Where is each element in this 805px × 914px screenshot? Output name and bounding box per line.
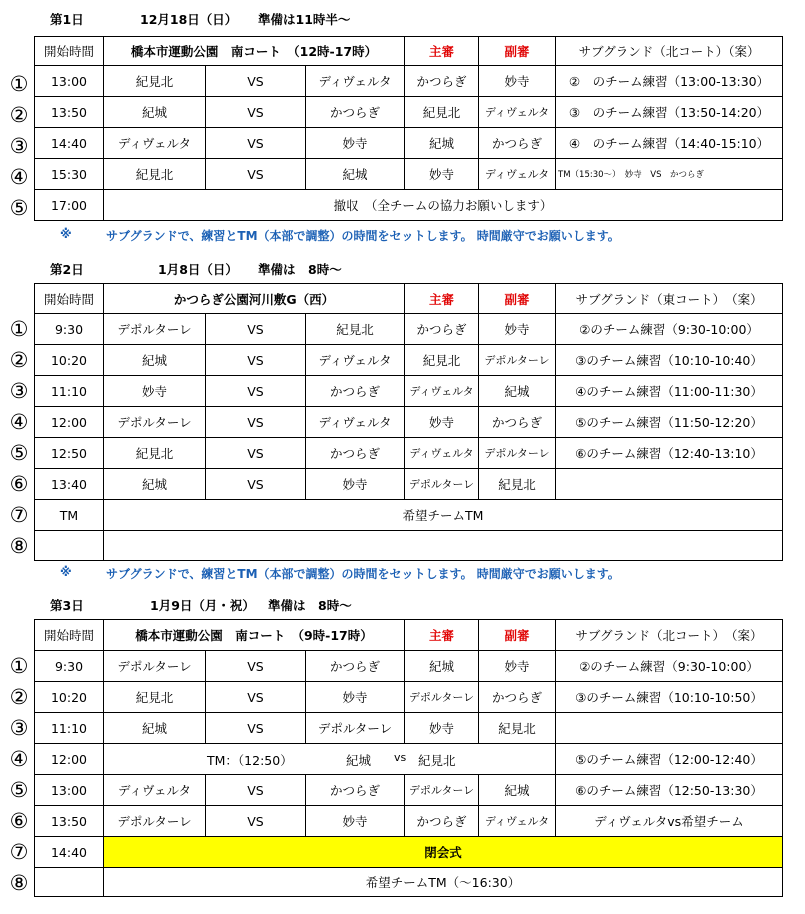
start-time: 14:40 bbox=[35, 128, 104, 159]
row-number: ⑦ bbox=[9, 840, 29, 864]
row-number: ② bbox=[9, 685, 29, 709]
sub-ground-plan: ⑥のチーム練習（12:40-13:10） bbox=[556, 438, 783, 469]
day1-prep: 準備は11時半～ bbox=[258, 12, 351, 27]
row-number: ④ bbox=[9, 165, 29, 189]
assistant-referee: 妙寺 bbox=[479, 651, 556, 682]
start-time: 14:40 bbox=[35, 837, 104, 868]
row-number: ③ bbox=[9, 379, 29, 403]
sub-ground-plan: ②のチーム練習（9:30-10:00） bbox=[556, 314, 783, 345]
match-row bbox=[35, 713, 783, 744]
tm-text: 希望チームTM bbox=[104, 500, 783, 531]
header-chief-referee: 主審 bbox=[405, 37, 479, 66]
start-time: 13:50 bbox=[35, 97, 104, 128]
row-number: ⑦ bbox=[9, 503, 29, 527]
chief-referee: デポルターレ bbox=[405, 775, 479, 806]
away-team: ディヴェルタ bbox=[306, 345, 405, 376]
home-team: 紀見北 bbox=[104, 682, 206, 713]
day1-date: 12月18日（日） bbox=[140, 12, 238, 27]
away-team: 妙寺 bbox=[306, 806, 405, 837]
chief-referee: ディヴェルタ bbox=[405, 438, 479, 469]
vs-label: VS bbox=[206, 159, 306, 190]
day2-note bbox=[60, 564, 760, 582]
tm-team-2: 紀見北 bbox=[418, 753, 456, 768]
tm-match-cell bbox=[104, 744, 556, 775]
final-tm-cell: 希望チームTM（～16:30） bbox=[104, 868, 783, 897]
row-number: ⑤ bbox=[9, 778, 29, 802]
day3-date: 1月9日（月・祝） bbox=[150, 598, 255, 613]
away-team: かつらぎ bbox=[306, 97, 405, 128]
assistant-referee: かつらぎ bbox=[479, 682, 556, 713]
row-number: ⑧ bbox=[9, 534, 29, 558]
header-chief-referee: 主審 bbox=[405, 284, 479, 314]
vs-label: VS bbox=[206, 713, 306, 744]
vs-label: VS bbox=[206, 682, 306, 713]
away-team: かつらぎ bbox=[306, 376, 405, 407]
closing-ceremony-row bbox=[35, 837, 783, 868]
header-venue: 橋本市運動公園 南コート （12時-17時） bbox=[104, 37, 405, 66]
sub-ground-plan: ③ のチーム練習（13:50-14:20） bbox=[556, 97, 783, 128]
chief-referee: 紀見北 bbox=[405, 345, 479, 376]
assistant-referee: かつらぎ bbox=[479, 128, 556, 159]
cleanup-row bbox=[35, 190, 783, 221]
start-time: 12:00 bbox=[35, 744, 104, 775]
sub-ground-plan: ⑤のチーム練習（11:50-12:20） bbox=[556, 407, 783, 438]
sub-ground-plan: ④ のチーム練習（14:40-15:10） bbox=[556, 128, 783, 159]
day3-label: 第3日 bbox=[50, 598, 84, 613]
day2-heading bbox=[0, 258, 400, 278]
header-venue: 橋本市運動公園 南コート （9時-17時） bbox=[104, 620, 405, 651]
start-time: 9:30 bbox=[35, 314, 104, 345]
match-row bbox=[35, 128, 783, 159]
sub-ground-plan bbox=[556, 713, 783, 744]
home-team: ディヴェルタ bbox=[104, 775, 206, 806]
start-time: 11:10 bbox=[35, 376, 104, 407]
sub-ground-plan: ② のチーム練習（13:00-13:30） bbox=[556, 66, 783, 97]
assistant-referee: 妙寺 bbox=[479, 66, 556, 97]
chief-referee: デポルターレ bbox=[405, 469, 479, 500]
header-assistant-referee: 副審 bbox=[479, 620, 556, 651]
row-number: ③ bbox=[9, 134, 29, 158]
header-sub-ground: サブグランド（東コート） （案） bbox=[556, 284, 783, 314]
row-number: ④ bbox=[9, 410, 29, 434]
start-time: 13:00 bbox=[35, 775, 104, 806]
tm-team-1: 紀城 bbox=[346, 753, 372, 768]
sub-ground-plan: ②のチーム練習（9:30-10:00） bbox=[556, 651, 783, 682]
header-assistant-referee: 副審 bbox=[479, 37, 556, 66]
match-row bbox=[35, 682, 783, 713]
home-team: 紀城 bbox=[104, 713, 206, 744]
chief-referee: 紀見北 bbox=[405, 97, 479, 128]
sub-ground-plan: TM（15:30～） 妙寺 VS かつらぎ bbox=[556, 159, 783, 190]
row-number: ① bbox=[9, 317, 29, 341]
day1-label: 第1日 bbox=[50, 12, 84, 27]
row-number: ⑥ bbox=[9, 809, 29, 833]
away-team: 紀見北 bbox=[306, 314, 405, 345]
row-number: ⑤ bbox=[9, 196, 29, 220]
assistant-referee: デポルターレ bbox=[479, 438, 556, 469]
chief-referee: かつらぎ bbox=[405, 314, 479, 345]
chief-referee: 妙寺 bbox=[405, 713, 479, 744]
closing-ceremony-cell: 閉会式 bbox=[104, 837, 783, 868]
away-team: かつらぎ bbox=[306, 651, 405, 682]
vs-label: VS bbox=[206, 651, 306, 682]
start-time: 11:10 bbox=[35, 713, 104, 744]
day2-schedule-table bbox=[34, 283, 783, 561]
match-row bbox=[35, 806, 783, 837]
start-time bbox=[35, 868, 104, 897]
day1-heading bbox=[0, 8, 400, 28]
row-number: ② bbox=[9, 348, 29, 372]
header-start-time: 開始時間 bbox=[35, 37, 104, 66]
home-team: デポルターレ bbox=[104, 806, 206, 837]
match-row bbox=[35, 314, 783, 345]
start-time: 9:30 bbox=[35, 651, 104, 682]
start-time: 17:00 bbox=[35, 190, 104, 221]
away-team: デポルターレ bbox=[306, 713, 405, 744]
assistant-referee: 紀見北 bbox=[479, 713, 556, 744]
start-time: 10:20 bbox=[35, 682, 104, 713]
away-team: 妙寺 bbox=[306, 128, 405, 159]
row-number: ③ bbox=[9, 716, 29, 740]
start-time: 10:20 bbox=[35, 345, 104, 376]
header-assistant-referee: 副審 bbox=[479, 284, 556, 314]
note-text: サブグランドで、練習とTM（本部で調整）の時間をセットします。 時間厳守でお願いします。 bbox=[106, 229, 620, 243]
day1-note bbox=[60, 226, 760, 244]
day2-date: 1月8日（日） bbox=[158, 262, 238, 277]
assistant-referee: ディヴェルタ bbox=[479, 97, 556, 128]
sub-ground-plan: ⑤のチーム練習（12:00-12:40） bbox=[556, 744, 783, 775]
home-team: デポルターレ bbox=[104, 314, 206, 345]
cleanup-text: 撤収 （全チームの協力お願いします） bbox=[104, 190, 783, 221]
vs-label: VS bbox=[206, 469, 306, 500]
vs-label: VS bbox=[206, 376, 306, 407]
chief-referee: 紀城 bbox=[405, 128, 479, 159]
assistant-referee: ディヴェルタ bbox=[479, 159, 556, 190]
row-number: ④ bbox=[9, 747, 29, 771]
assistant-referee: 紀見北 bbox=[479, 469, 556, 500]
match-row bbox=[35, 775, 783, 806]
assistant-referee: 妙寺 bbox=[479, 314, 556, 345]
vs-label: VS bbox=[206, 407, 306, 438]
chief-referee: 妙寺 bbox=[405, 159, 479, 190]
vs-label: VS bbox=[206, 128, 306, 159]
match-row bbox=[35, 159, 783, 190]
match-row bbox=[35, 651, 783, 682]
vs-label: VS bbox=[206, 97, 306, 128]
vs-label: VS bbox=[206, 438, 306, 469]
start-time: 13:50 bbox=[35, 806, 104, 837]
blank-cell bbox=[104, 531, 783, 561]
day2-label: 第2日 bbox=[50, 262, 84, 277]
tm-label: TM：（12:50） bbox=[207, 753, 293, 768]
away-team: 妙寺 bbox=[306, 682, 405, 713]
sub-ground-plan: ③のチーム練習（10:10-10:40） bbox=[556, 345, 783, 376]
header-sub-ground: サブグランド（北コート）（案） bbox=[556, 37, 783, 66]
home-team: 紀城 bbox=[104, 345, 206, 376]
row-number: ⑧ bbox=[9, 871, 29, 895]
vs-label: VS bbox=[206, 345, 306, 376]
sub-ground-plan: ④のチーム練習（11:00-11:30） bbox=[556, 376, 783, 407]
start-time: 12:00 bbox=[35, 407, 104, 438]
sub-ground-plan: ディヴェルタvs希望チーム bbox=[556, 806, 783, 837]
chief-referee: 妙寺 bbox=[405, 407, 479, 438]
tm-row bbox=[35, 500, 783, 531]
header-start-time: 開始時間 bbox=[35, 284, 104, 314]
home-team: 紀城 bbox=[104, 97, 206, 128]
row-number: ② bbox=[9, 103, 29, 127]
vs-label: VS bbox=[206, 314, 306, 345]
day2-prep: 準備は 8時～ bbox=[258, 262, 342, 277]
day3-prep: 準備は 8時～ bbox=[268, 598, 352, 613]
note-mark: ※ bbox=[60, 565, 72, 579]
away-team: ディヴェルタ bbox=[306, 407, 405, 438]
home-team: ディヴェルタ bbox=[104, 128, 206, 159]
vs-label: VS bbox=[206, 66, 306, 97]
vs-label: VS bbox=[206, 775, 306, 806]
vs-label: VS bbox=[206, 806, 306, 837]
header-start-time: 開始時間 bbox=[35, 620, 104, 651]
start-time: TM bbox=[35, 500, 104, 531]
home-team: デポルターレ bbox=[104, 651, 206, 682]
header-sub-ground: サブグランド（北コート） （案） bbox=[556, 620, 783, 651]
row-number: ⑥ bbox=[9, 472, 29, 496]
note-mark: ※ bbox=[60, 227, 72, 241]
row-number: ⑤ bbox=[9, 441, 29, 465]
home-team: 紀見北 bbox=[104, 438, 206, 469]
match-row bbox=[35, 407, 783, 438]
day1-schedule-table bbox=[34, 36, 783, 221]
row-number: ① bbox=[9, 654, 29, 678]
home-team: 紀見北 bbox=[104, 159, 206, 190]
chief-referee: デポルターレ bbox=[405, 682, 479, 713]
final-tm-row bbox=[35, 868, 783, 897]
assistant-referee: デポルターレ bbox=[479, 345, 556, 376]
match-row bbox=[35, 438, 783, 469]
away-team: かつらぎ bbox=[306, 438, 405, 469]
start-time: 13:00 bbox=[35, 66, 104, 97]
assistant-referee: 紀城 bbox=[479, 775, 556, 806]
chief-referee: 紀城 bbox=[405, 651, 479, 682]
header-chief-referee: 主審 bbox=[405, 620, 479, 651]
blank-row bbox=[35, 531, 783, 561]
home-team: 妙寺 bbox=[104, 376, 206, 407]
away-team: 紀城 bbox=[306, 159, 405, 190]
match-row bbox=[35, 345, 783, 376]
chief-referee: かつらぎ bbox=[405, 66, 479, 97]
start-time bbox=[35, 531, 104, 561]
start-time: 13:40 bbox=[35, 469, 104, 500]
day3-heading bbox=[0, 594, 400, 614]
sub-ground-plan: ③のチーム練習（10:10-10:50） bbox=[556, 682, 783, 713]
chief-referee: かつらぎ bbox=[405, 806, 479, 837]
chief-referee: ディヴェルタ bbox=[405, 376, 479, 407]
start-time: 15:30 bbox=[35, 159, 104, 190]
row-number: ① bbox=[9, 72, 29, 96]
match-row bbox=[35, 469, 783, 500]
match-row bbox=[35, 97, 783, 128]
assistant-referee: かつらぎ bbox=[479, 407, 556, 438]
away-team: かつらぎ bbox=[306, 775, 405, 806]
sub-ground-plan bbox=[556, 469, 783, 500]
away-team: ディヴェルタ bbox=[306, 66, 405, 97]
match-row bbox=[35, 66, 783, 97]
note-text: サブグランドで、練習とTM（本部で調整）の時間をセットします。 時間厳守でお願いします。 bbox=[106, 567, 620, 581]
tm-vs: vs bbox=[394, 751, 407, 764]
home-team: 紀見北 bbox=[104, 66, 206, 97]
home-team: デポルターレ bbox=[104, 407, 206, 438]
day3-schedule-table bbox=[34, 619, 783, 897]
match-row bbox=[35, 376, 783, 407]
header-venue: かつらぎ公園河川敷G（西） bbox=[104, 284, 405, 314]
home-team: 紀城 bbox=[104, 469, 206, 500]
tm-match-row bbox=[35, 744, 783, 775]
assistant-referee: 紀城 bbox=[479, 376, 556, 407]
away-team: 妙寺 bbox=[306, 469, 405, 500]
assistant-referee: ディヴェルタ bbox=[479, 806, 556, 837]
start-time: 12:50 bbox=[35, 438, 104, 469]
sub-ground-plan: ⑥のチーム練習（12:50-13:30） bbox=[556, 775, 783, 806]
